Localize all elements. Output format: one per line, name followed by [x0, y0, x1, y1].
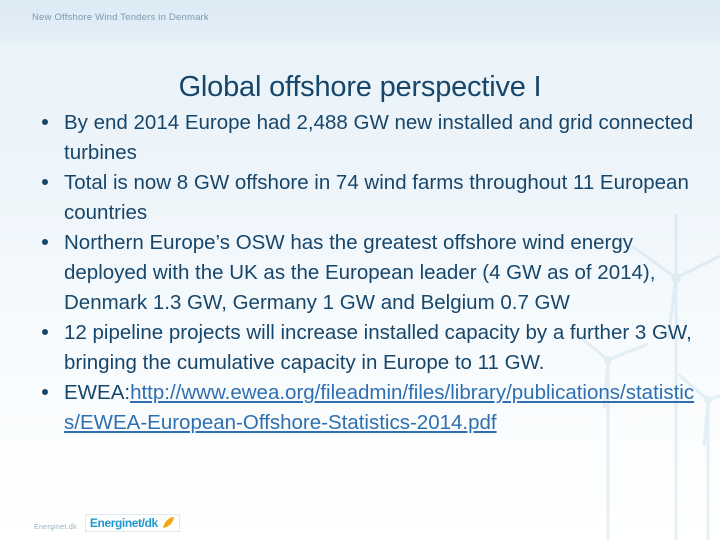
slide-kicker: New Offshore Wind Tenders in Denmark	[32, 12, 209, 23]
leaf-mark-icon	[161, 516, 175, 530]
energinet-logo	[85, 514, 180, 532]
energinet-logo-dk: dk	[144, 516, 158, 530]
bullet-dot-icon	[42, 329, 48, 335]
list-item	[26, 168, 698, 228]
footer-small-text: Energinet.dk	[34, 524, 77, 531]
list-item	[26, 108, 698, 168]
energinet-logo-slash: /	[141, 516, 145, 530]
footer-logos	[34, 514, 180, 532]
bullet-text: 12 pipeline projects will increase installed capacity by a further 3 GW, bringing the cumulative capacity in Europe to 11 GW.	[64, 321, 692, 374]
bullet-text: Total is now 8 GW offshore in 74 wind farms throughout 11 European countries	[64, 171, 689, 224]
list-item	[26, 228, 698, 318]
bullet-dot-icon	[42, 389, 48, 395]
bullet-text: Northern Europe’s OSW has the greatest offshore wind energy deployed with the UK as the European leader (4 GW as of 2014), Denmark 1.3 GW, Germany 1 GW and Belgium 0.7 GW	[64, 231, 656, 314]
bullet-dot-icon	[42, 239, 48, 245]
page-title: Global offshore perspective I	[178, 71, 542, 104]
bullet-dot-icon	[42, 119, 48, 125]
list-item	[26, 318, 698, 378]
bullet-text: By end 2014 Europe had 2,488 GW new installed and grid connected turbines	[64, 111, 694, 164]
bullet-list	[26, 108, 698, 438]
list-item-link	[26, 378, 698, 438]
bullet-text-prefix: EWEA:	[64, 381, 131, 404]
slide-body	[26, 108, 698, 438]
energinet-logo-text: Energinet	[89, 516, 142, 530]
ewea-statistics-link[interactable]: http://www.ewea.org/fileadmin/files/library/publications/statistics/EWEA-European-Offshore-Statistics-2014.pdf	[64, 381, 695, 434]
bullet-dot-icon	[42, 179, 48, 185]
